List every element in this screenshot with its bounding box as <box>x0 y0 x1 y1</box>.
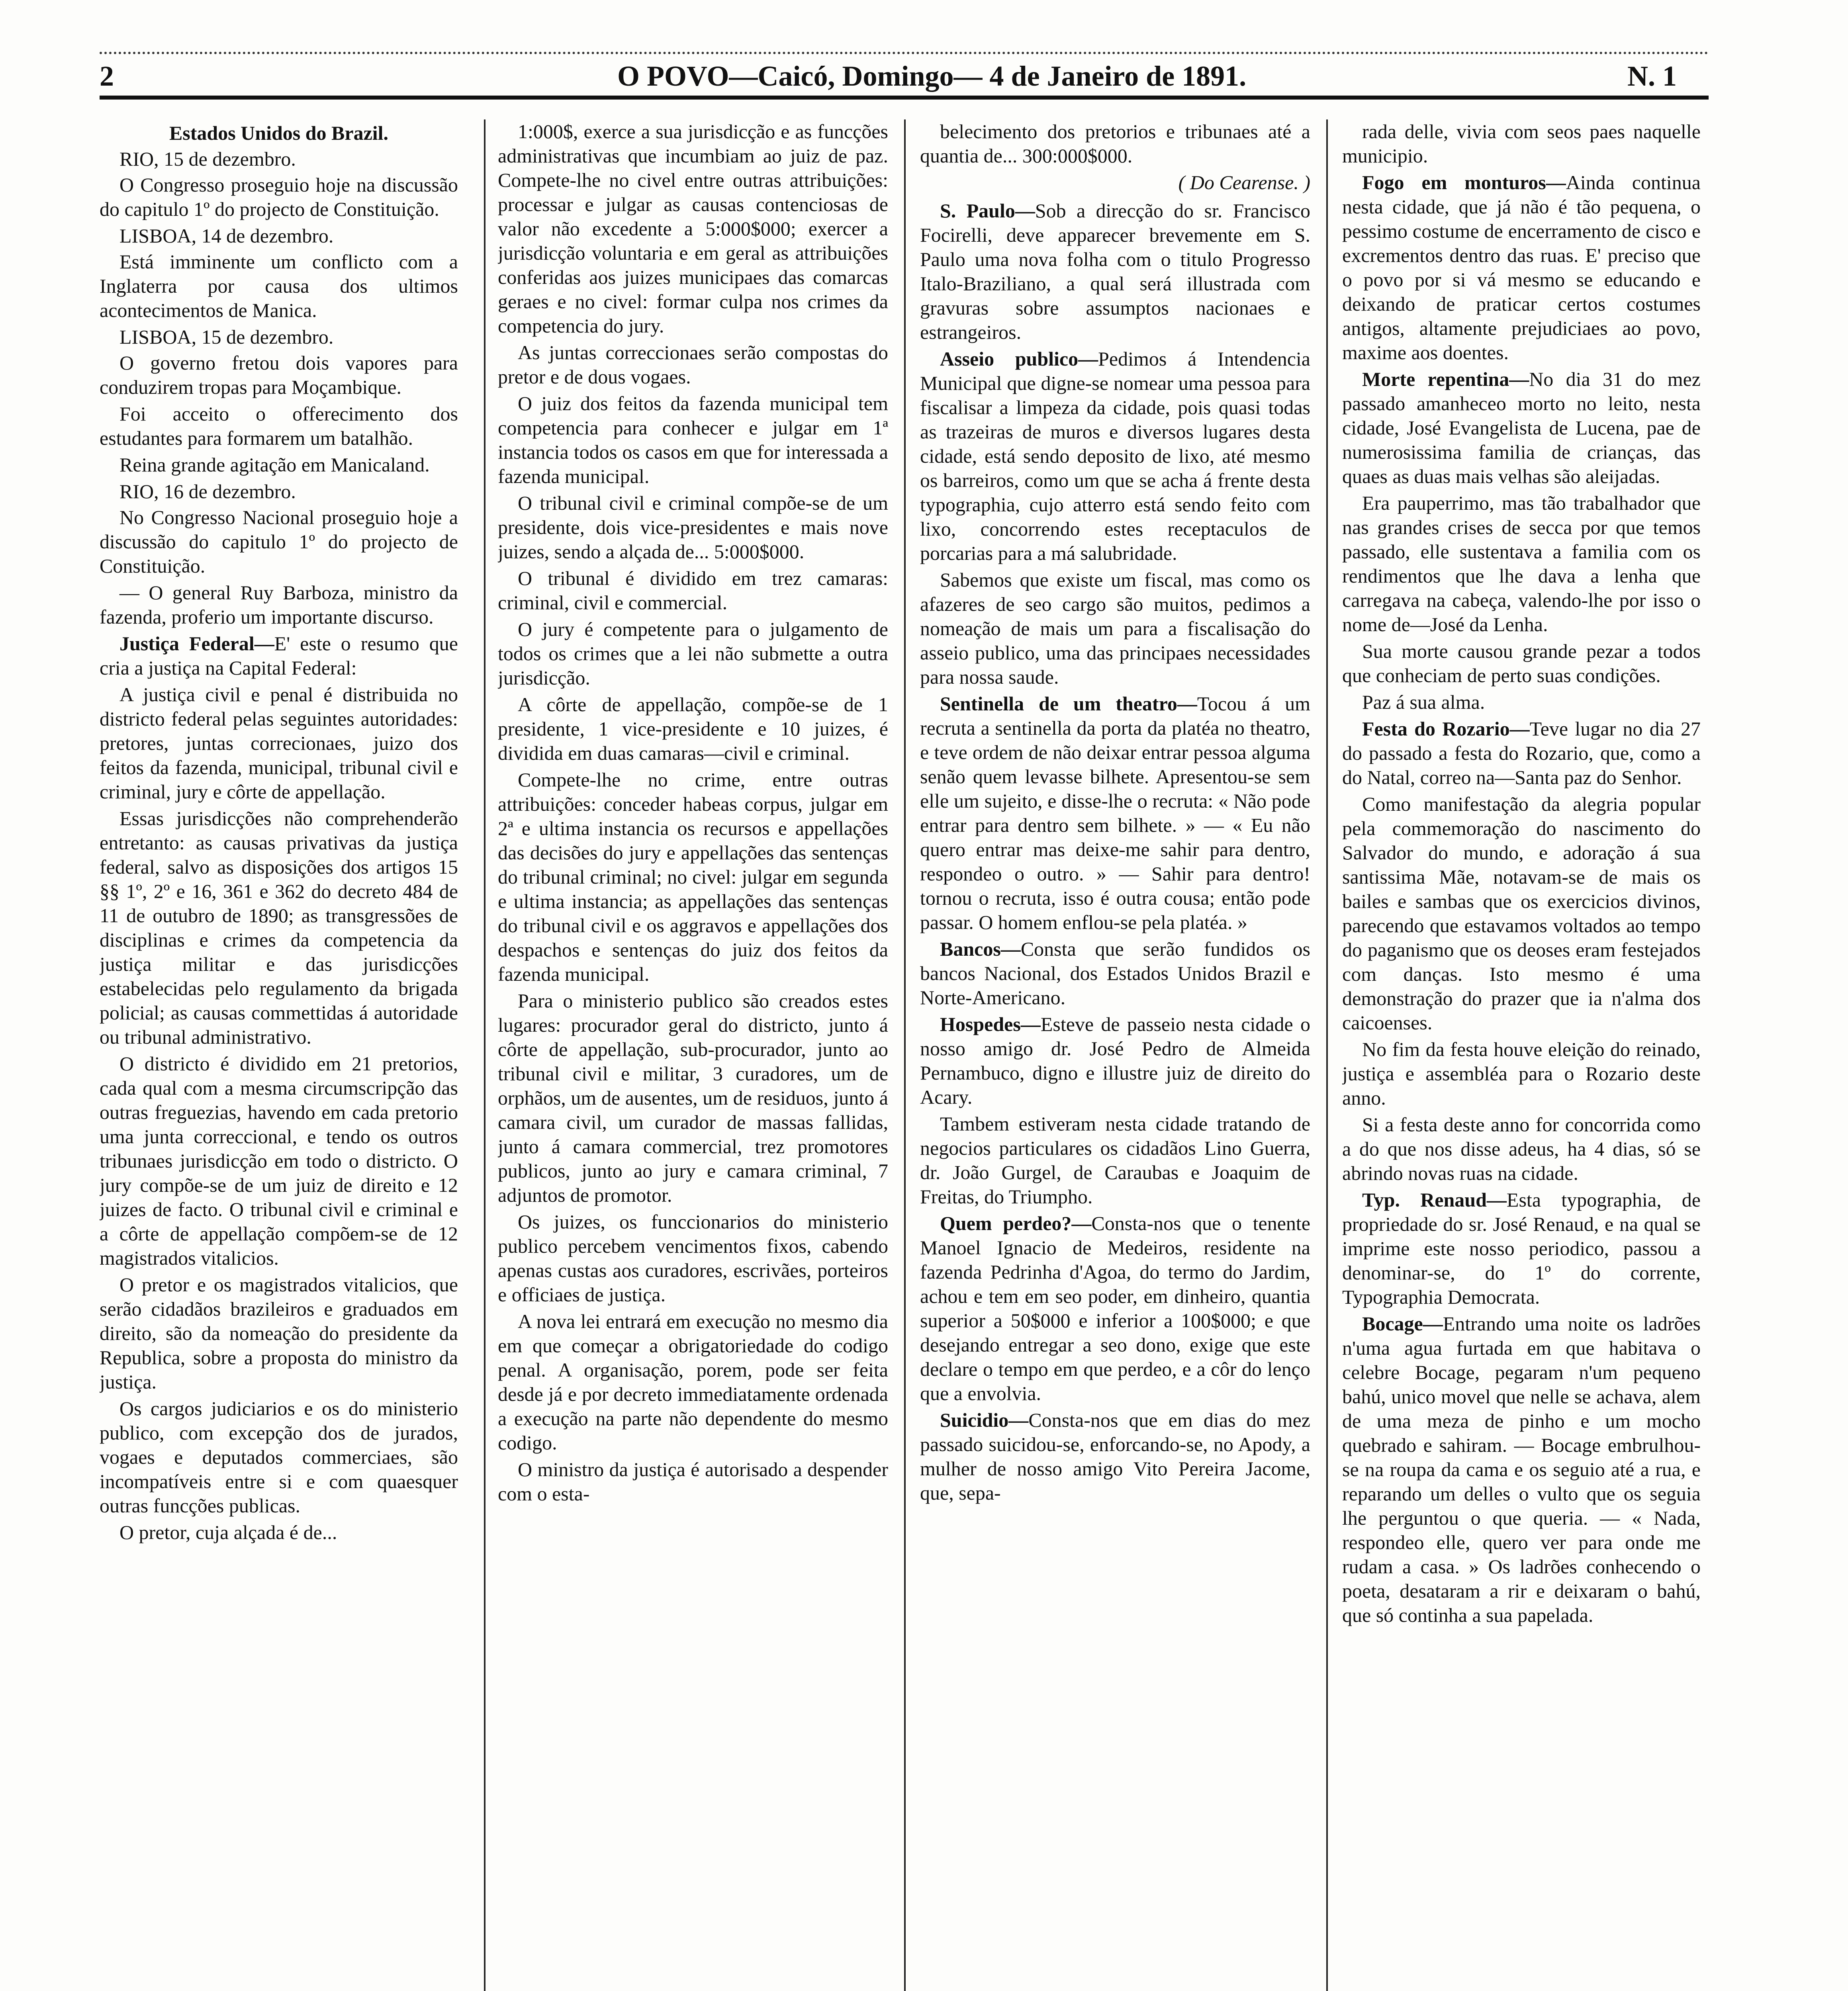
article-text: Consta-nos que em dias do mez passado suicidou-se, enforcando-se, no Apody, a mulher de nosso amigo Vito Pereira Jacome, que, sepa- <box>920 1409 1310 1504</box>
article-bocage <box>1342 1312 1701 1627</box>
page-number: 2 <box>100 60 114 92</box>
column-divider <box>904 119 906 1991</box>
paragraph: No fim da festa houve eleição do reinado, justiça e assembléa para o Rozario deste anno. <box>1342 1038 1701 1109</box>
paragraph: O tribunal é dividido em trez camaras: criminal, civil e commercial. <box>498 567 888 614</box>
paragraph: rada delle, vivia com seos paes naquelle municipio. <box>1342 120 1701 167</box>
paragraph: O Congresso proseguio hoje na discussão do capitulo 1º do projecto de Constituição. <box>100 174 458 220</box>
paragraph: Os juizes, os funccionarios do ministerio publico percebem vencimentos fixos, cabendo apenas custas aos curadores, escrivães, porteiros e officiaes de justiça. <box>498 1211 888 1306</box>
article-fogo-em-monturos <box>1342 170 1701 365</box>
masthead-rule <box>100 96 1709 100</box>
issue-number: N. 1 <box>1627 60 1677 92</box>
article-text: Esteve de passeio nesta cidade o nosso amigo dr. José Pedro de Almeida Pernambuco, digno e illustre juiz de direito do Acary. <box>920 1013 1310 1108</box>
paragraph: O tribunal civil e criminal compõe-se de um presidente, dois vice-presidentes e mais nove juizes, sendo a alçada de... 5:000$000. <box>498 492 888 563</box>
article-headline: Asseio publico— <box>940 348 1098 370</box>
paragraph: Si a festa deste anno for concorrida como a do que nos disse adeus, ha 4 dias, só se abrindo novas ruas na cidade. <box>1342 1113 1701 1184</box>
article-quem-perdeo <box>920 1211 1310 1406</box>
article-text: Sob a direcção do sr. Francisco Focirelli, deve apparecer brevemente em S. Paulo uma nova folha com o titulo Progresso Italo-Braziliano, a qual será illustrada com gravuras sobre assumptos nacionaes e estrangeiros. <box>920 199 1310 343</box>
article-text: Pedimos á Intendencia Municipal que digne-se nomear uma pessoa para fiscalisar a limpeza da cidade, pois quasi todas as trazeiras de muros e diversos lugares desta cidade, está sendo deposito de lixo, até mesmo os barreiros, como um que se acha á frente desta typographia, cujo atterro está sendo feito com lixo, concorrendo estes receptaculos de porcarias para a má salubridade. <box>920 348 1310 564</box>
article-text: Teve lugar no dia 27 do passado a festa do Rozario, que, como a do Natal, correo na—Santa paz do Senhor. <box>1342 718 1701 788</box>
column-divider <box>484 119 485 1991</box>
article-headline: Hospedes— <box>940 1013 1041 1035</box>
paragraph: Paz á sua alma. <box>1362 691 1485 713</box>
paragraph: O ministro da justiça é autorisado a despender com o esta- <box>498 1458 888 1505</box>
article-asseio-publico <box>920 347 1310 565</box>
article-headline: Quem perdeo?— <box>940 1212 1092 1234</box>
article-headline: S. Paulo— <box>940 199 1035 222</box>
article-headline: Sentinella de um theatro— <box>940 692 1197 715</box>
dateline: RIO, 16 de dezembro. <box>119 480 296 503</box>
article-morte-repentina <box>1342 367 1701 489</box>
article-text: Consta que serão fundidos os bancos Nacional, dos Estados Unidos Brazil e Norte-Americano. <box>920 938 1310 1009</box>
paragraph: Está imminente um conflicto com a Inglaterra por causa dos ultimos acontecimentos de Manica. <box>100 250 458 321</box>
paragraph: O jury é competente para o julgamento de todos os crimes que a lei não submette a outra jurisdicção. <box>498 618 888 689</box>
article-text: Esta typographia, de propriedade do sr. José Renaud, e na qual se imprime este nosso periodico, passou a denominar-se, do 1º do corrente, Typographia Democrata. <box>1342 1189 1701 1308</box>
article-sao-paulo <box>920 199 1310 344</box>
paragraph: A justiça civil e penal é distribuida no districto federal pelas seguintes autoridades: pretores, juntas correcionaes, juizo dos feitos da fazenda, municipal, tribunal civil e criminal, jury e côrte de appellação. <box>100 683 458 803</box>
article-headline: Morte repentina— <box>1362 368 1529 390</box>
paragraph: As juntas correccionaes serão compostas do pretor e de dous vogaes. <box>498 341 888 388</box>
paragraph: O pretor, cuja alçada é de... <box>119 1521 337 1543</box>
column-1 <box>100 119 458 1991</box>
dateline: LISBOA, 14 de dezembro. <box>119 225 334 247</box>
paragraph: No Congresso Nacional proseguio hoje a discussão do capitulo 1º do projecto de Constituição. <box>100 506 458 577</box>
masthead-dotted-rule <box>100 52 1709 54</box>
paragraph: A nova lei entrará em execução no mesmo dia em que começar a obrigatoriedade do codigo penal. A organisação, porem, pode ser feita desde já e por decreto immediatamente ordenada a execução na parte não dependente do mesmo codigo. <box>498 1310 888 1454</box>
source-credit: ( Do Cearense. ) <box>1178 171 1310 194</box>
dateline: LISBOA, 15 de dezembro. <box>119 326 334 348</box>
article-text: Entrando uma noite os ladrões n'uma agua furtada em que habitava o celebre Bocage, pegaram n'um pequeno bahú, unico movel que nelle se achava, alem de uma meza de pinho e um mocho quebrado e sahiram. — Bocage embrulhou-se na roupa da cama e os seguio até a rua, e reparando um delles o vulto que os seguia lhe perguntou o que queria. — « Nada, respondeo elle, quero ver para onde me rudam a casa. » Os ladrões conhecendo o poeta, desataram a rir e deixaram o bahú, que só continha a sua papelada. <box>1342 1312 1701 1626</box>
masthead <box>100 48 1709 108</box>
article-suicidio <box>920 1408 1310 1505</box>
paragraph: Os cargos judiciarios e os do ministerio publico, com excepção dos de jurados, vogaes e deputados commerciaes, são incompatíveis entre si e com quaesquer outras funcções publicas. <box>100 1397 458 1517</box>
paragraph: 1:000$, exerce a sua jurisdicção e as funcções administrativas que incumbiam ao juiz de paz. Compete-lhe no civel entre outras attribuições: processar e julgar as causas contenciosas de valor não excedente a 5:000$000; exercer a jurisdicção voluntaria e em geral as attribuições conferidas aos juizes municipaes das comarcas geraes e no civel: formar culpa nos crimes da competencia do jury. <box>498 120 888 337</box>
article-text: No dia 31 do mez passado amanheceo morto no leito, nesta cidade, José Evangelista de Lucena, pae de numerosissima familia de crianças, das quaes as duas mais velhas são aleijadas. <box>1342 368 1701 487</box>
article-text: Tocou á um recruta a sentinella da porta da platéa no theatro, e teve ordem de não deixar entrar pessoa alguma senão quem levasse bilhete. Apresentou-se sem elle um sujeito, e disse-lhe o recruta: « Não pode entrar para dentro sem bilhete. » — « Eu não quero entrar mas deixe-me sahir para dentro, respondeo o outro. » — Sahir para dentro! tornou o recruta, isso é outra cousa; então pode passar. O homem enflou-se pela platéa. » <box>920 692 1310 933</box>
paragraph: Reina grande agitação em Manicaland. <box>119 454 430 476</box>
article-headline: Bancos— <box>940 938 1021 960</box>
article-headline: Bocage— <box>1362 1312 1443 1335</box>
article-justica-federal <box>100 632 458 680</box>
paragraph: Para o ministerio publico são creados estes lugares: procurador geral do districto, junto á côrte de appellação, sub-procurador, junto ao tribunal civil e militar, 3 curadores, um de orphãos, um de ausentes, um de residuos, junto á camara civil, um curador de massas fallidas, junto á camara commercial, trez promotores publicos, junto ao jury e camara criminal, 7 adjuntos de promotor. <box>498 990 888 1206</box>
paragraph: Era pauperrimo, mas tão trabalhador que nas grandes crises de secca por que temos passado, elle sustentava a familia com os rendimentos que lhe dava a lenha que carregava na cabeça, valendo-lhe por isso o nome de—José da Lenha. <box>1342 492 1701 636</box>
article-typ-renaud <box>1342 1188 1701 1309</box>
paragraph: O pretor e os magistrados vitalicios, que serão cidadãos brazileiros e graduados em direito, são da nomeação do presidente da Republica, sobre a proposta do ministro da justiça. <box>100 1273 458 1393</box>
article-sentinella <box>920 692 1310 935</box>
dateline: RIO, 15 de dezembro. <box>119 148 296 170</box>
column-3 <box>920 119 1310 1991</box>
article-text: E' este o resumo que cria a justiça na Capital Federal: <box>100 632 458 679</box>
paragraph: O districto é dividido em 21 pretorios, cada qual com a mesma circumscripção das outras freguezias, havendo em cada pretorio uma junta correccional, e tendo os outros tribunaes jurisdicção em todo o districto. O jury compõe-se de um juiz de direito e 12 juizes de facto. O tribunal civil e criminal e a côrte de appellação compõem-se de 12 magistrados vitalicios. <box>100 1052 458 1269</box>
column-2 <box>498 119 888 1991</box>
paragraph: Sabemos que existe um fiscal, mas como os afazeres de seo cargo são muitos, pedimos a nomeação de mais um para a fiscalisação do asseio publico, uma das principaes necessidades para nossa saude. <box>920 569 1310 688</box>
paragraph: Essas jurisdicções não comprehenderão entretanto: as causas privativas da justiça federal, salvo as disposições dos artigos 15 §§ 1º, 2º e 16, 361 e 362 do decreto 484 de 11 de outubro de 1890; as transgressões de disciplinas e crimes da competencia da justiça militar e das jurisdicções estabelecidas pelo regulamento da brigada policial; as causas commettidas á autoridade ou tribunal administrativo. <box>100 807 458 1048</box>
masthead-title: O POVO—Caicó, Domingo— 4 de Janeiro de 1891. <box>617 60 1247 92</box>
article-headline: Suicidio— <box>940 1409 1029 1431</box>
paragraph: O governo fretou dois vapores para conduzirem tropas para Moçambique. <box>100 352 458 398</box>
column-4 <box>1342 119 1701 1991</box>
paragraph: Como manifestação da alegria popular pela commemoração do nascimento do Salvador do mundo, e adoração á sua santissima Mãe, notavam-se de mais os bailes e sambas que os exercicios divinos, parecendo que estavamos voltados ao tempo do paganismo que os deoses eram festejados com danças. Isto mesmo é uma demonstração do prazer que ia n'alma dos caicoenses. <box>1342 793 1701 1034</box>
article-text: Ainda continua nesta cidade, que já não é tão pequena, o pessimo costume de encerramento de cisco e excrementos dentro das ruas. E' preciso que o povo por si vá mesmo se educando e deixando de praticar certos costumes antigos, altamente prejudiciaes ao povo, maxime aos doentes. <box>1342 171 1701 364</box>
article-headline: Justiça Federal— <box>119 632 274 655</box>
article-headline: Typ. Renaud— <box>1362 1189 1507 1211</box>
paragraph: belecimento dos pretorios e tribunaes até a quantia de... 300:000$000. <box>920 120 1310 167</box>
article-festa-do-rozario <box>1342 717 1701 790</box>
paragraph: Tambem estiveram nesta cidade tratando de negocios particulares os cidadãos Lino Guerra, dr. João Gurgel, de Caraubas e Joaquim de Freitas, do Triumpho. <box>920 1113 1310 1208</box>
paragraph: Compete-lhe no crime, entre outras attribuições: conceder habeas corpus, julgar em 2ª e ultima instancia os recursos e appellações das decisões do jury e appellações das sentenças do tribunal criminal; no civel: julgar em segunda e ultima instancia; as appellações das sentenças do tribunal civil e os aggravos e appellações dos despachos e sentenças do juiz dos feitos da fazenda municipal. <box>498 769 888 985</box>
paragraph: Sua morte causou grande pezar a todos que conheciam de perto suas condições. <box>1342 640 1701 686</box>
paragraph: O juiz dos feitos da fazenda municipal tem competencia para conhecer e julgar em 1ª instancia todos os casos em que for interessada a fazenda municipal. <box>498 392 888 487</box>
article-headline: Fogo em monturos— <box>1362 171 1566 194</box>
paragraph: Foi acceito o offerecimento dos estudantes para formarem um batalhão. <box>100 403 458 449</box>
article-bancos <box>920 937 1310 1010</box>
article-headline: Festa do Rozario— <box>1362 718 1530 740</box>
column-divider <box>1326 119 1328 1991</box>
paragraph: A côrte de appellação, compõe-se de 1 presidente, 1 vice-presidente e 10 juizes, é dividida em duas camaras—civil e criminal. <box>498 693 888 764</box>
article-text: Consta-nos que o tenente Manoel Ignacio de Medeiros, residente na fazenda Pedrinha d'Agoa, do termo do Jardim, achou e tem em seo poder, em dinheiro, quantia superior a 50$000 e inferior a 100$000; e que desejando entregar a seo dono, exige que este declare o tempo em que perdeo, e a côr do lenço que a envolvia. <box>920 1212 1310 1404</box>
section-heading: Estados Unidos do Brazil. <box>169 122 389 144</box>
paragraph: — O general Ruy Barboza, ministro da fazenda, proferio um importante discurso. <box>100 581 458 628</box>
article-hospedes <box>920 1012 1310 1109</box>
